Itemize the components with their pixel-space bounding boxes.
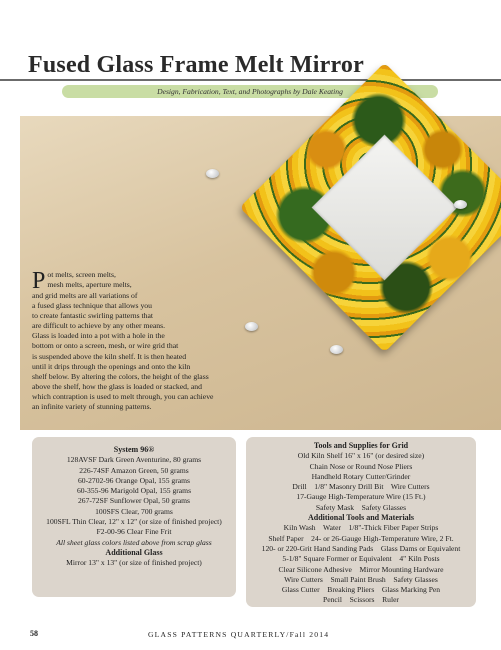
intro-line: a fused glass technique that allows you	[32, 301, 152, 311]
standoff-post-bottom	[330, 345, 343, 354]
standoff-post-top	[206, 169, 219, 178]
intro-line: are difficult to achieve by any other means.	[32, 321, 166, 331]
title-rule	[0, 79, 501, 81]
material-item: 100SFL Thin Clear, 12" x 12" (or size of finished project)	[46, 517, 222, 527]
material-item: 267-72SF Sunflower Opal, 50 grams	[77, 496, 190, 506]
materials-note: All sheet glass colors listed above from scrap glass	[56, 537, 212, 547]
material-item: 100SFS Clear, 700 grams	[95, 506, 173, 516]
intro-line: is suspended above the kiln shelf. It is then heated	[32, 351, 187, 361]
materials-heading: System 96®	[113, 445, 155, 454]
intro-line: above the shelf, how the glass is loaded or stacked, and	[32, 381, 202, 391]
intro-line: to create fantastic swirling patterns that	[32, 311, 154, 321]
intro-line: Glass is loaded into a pot with a hole in the	[32, 331, 165, 341]
article-title: Fused Glass Frame Melt Mirror	[28, 52, 364, 78]
intro-line: and grid melts are all variations of	[32, 291, 138, 300]
material-item: 226-74SF Amazon Green, 50 grams	[79, 465, 189, 475]
intro-line: bottom or onto a screen, mesh, or wire grid that	[32, 341, 179, 351]
publication-footer: GLASS PATTERNS QUARTERLY/Fall 2014	[148, 630, 330, 639]
tool-item: Old Kiln Shelf 16" x 16" (or desired size)	[297, 451, 425, 461]
byline-band: Design, Fabrication, Text, and Photographs by Dale Keating	[62, 85, 438, 98]
additional-glass-item: Mirror 13" x 13" (or size of finished project)	[66, 558, 202, 568]
tools-heading: Tools and Supplies for Grid	[313, 441, 409, 450]
mirror-glass	[312, 135, 458, 281]
material-item: 128AVSF Dark Green Aventurine, 80 grams	[66, 455, 202, 465]
standoff-post-upper-right	[454, 200, 467, 209]
page-number: 58	[30, 629, 38, 638]
material-item: F2-00-96 Clear Fine Frit	[96, 527, 172, 537]
additional-tool-item: Wire Cutters Small Paint Brush Safety Glasses	[284, 574, 438, 584]
additional-tool-item: Shelf Paper 24- or 26-Gauge High-Temperature Wire, 2 Ft.	[268, 533, 454, 543]
additional-tool-item: Pencil Scissors Ruler	[323, 595, 399, 605]
intro-line: mesh melts, aperture melts,	[47, 280, 132, 290]
tool-item: 17-Gauge High-Temperature Wire (15 Ft.)	[296, 492, 426, 502]
intro-line: until it drips through the openings and onto the kiln	[32, 361, 191, 371]
additional-tools-heading: Additional Tools and Materials	[307, 513, 415, 523]
intro-line: an infinite variety of stunning patterns.	[32, 402, 152, 412]
material-item: 60-2702-96 Orange Opal, 155 grams	[78, 475, 190, 485]
intro-line: which contraption is used to melt through, you can achieve	[32, 391, 214, 401]
additional-tool-item: 5-1/8" Square Former or Equivalent 4" Kiln Posts	[282, 554, 440, 564]
materials-box	[32, 437, 236, 597]
tool-item: Chain Nose or Round Nose Pliers	[309, 461, 413, 471]
additional-tool-item: Glass Cutter Breaking Pliers Glass Marking Pen	[281, 585, 441, 595]
additional-tool-item: Kiln Wash Water 1/8"-Thick Fiber Paper Strips	[283, 523, 439, 533]
tool-item: Safety Mask Safety Glasses	[315, 502, 407, 512]
intro-line: shelf below. By altering the colors, the height of the glass	[32, 371, 209, 381]
additional-tool-item: 120- or 220-Grit Hand Sanding Pads Glass Dams or Equivalent	[261, 543, 461, 553]
drop-cap: P	[32, 268, 46, 294]
additional-tool-item: Clear Silicone Adhesive Mirror Mounting Hardware	[278, 564, 444, 574]
additional-glass-heading: Additional Glass	[105, 547, 163, 557]
tool-item: Drill 1/8" Masonry Drill Bit Wire Cutters	[292, 482, 430, 492]
intro-text	[32, 270, 302, 412]
material-item: 60-355-96 Marigold Opal, 155 grams	[76, 486, 192, 496]
tools-box	[246, 437, 476, 607]
intro-line: ot melts, screen melts,	[47, 270, 116, 279]
tool-item: Handheld Rotary Cutter/Grinder	[311, 471, 411, 481]
